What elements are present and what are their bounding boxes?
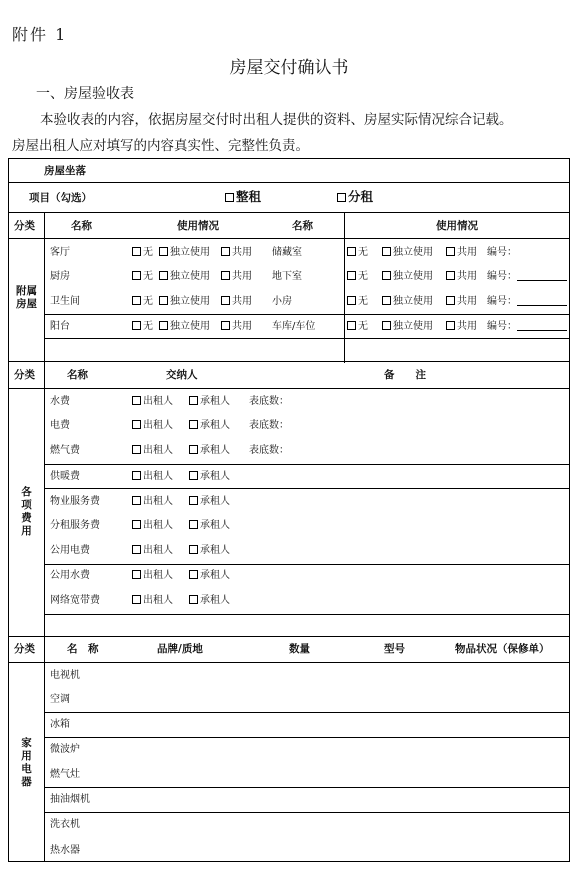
- room-shared-checkbox-label: 共用: [457, 296, 477, 307]
- payer-lessor-checkbox-label: 出租人: [143, 396, 173, 407]
- payer-lessor-checkbox[interactable]: [132, 595, 173, 607]
- room-usage-header: 使用情况: [177, 220, 219, 232]
- room-independent-checkbox[interactable]: [382, 296, 433, 308]
- room-number-blank: [517, 271, 567, 281]
- appliance-name: 抽油烟机: [50, 794, 90, 805]
- room-none-checkbox-label: 无: [143, 247, 153, 258]
- room-shared-checkbox-label: 共用: [232, 321, 252, 332]
- checkbox-icon: [446, 271, 455, 280]
- appliance-name: 空调: [50, 694, 70, 705]
- room-name: 阳台: [50, 321, 70, 332]
- payer-lessee-checkbox-label: 承租人: [200, 420, 230, 431]
- payer-lessee-checkbox[interactable]: [189, 545, 230, 557]
- room-shared-checkbox-label: 共用: [232, 271, 252, 282]
- checkbox-icon: [347, 321, 356, 330]
- room-none-checkbox-label: 无: [358, 296, 368, 307]
- room-shared-checkbox[interactable]: [221, 271, 252, 283]
- checkbox-icon: [132, 396, 141, 405]
- appliance-name: 洗衣机: [50, 819, 80, 830]
- row-divider: [44, 614, 569, 615]
- checkbox-icon: [132, 520, 141, 529]
- room-none-checkbox-label: 无: [143, 296, 153, 307]
- row-divider: [9, 361, 569, 362]
- room-none-checkbox[interactable]: [347, 247, 368, 259]
- room-name-header-right: 名称: [292, 220, 313, 232]
- checkbox-icon: [189, 570, 198, 579]
- row-divider: [9, 182, 569, 183]
- fee-name: 分租服务费: [50, 520, 100, 531]
- shared-rent-checkbox[interactable]: [337, 191, 373, 203]
- room-none-checkbox[interactable]: [347, 296, 368, 308]
- checkbox-icon: [132, 321, 141, 330]
- room-independent-checkbox[interactable]: [382, 271, 433, 283]
- checkbox-icon: [221, 247, 230, 256]
- document-title: 房屋交付确认书: [229, 58, 349, 78]
- payer-lessee-checkbox-label: 承租人: [200, 471, 230, 482]
- checkbox-icon: [159, 247, 168, 256]
- checkbox-icon: [189, 471, 198, 480]
- row-divider: [44, 488, 569, 489]
- appliance-name: 燃气灶: [50, 769, 80, 780]
- payer-lessor-checkbox[interactable]: [132, 496, 173, 508]
- fee-name: 供暖费: [50, 471, 80, 482]
- fee-note-header: 备 注: [384, 369, 426, 381]
- room-none-checkbox[interactable]: [132, 271, 153, 283]
- room-name: 客厅: [50, 247, 70, 258]
- payer-lessor-checkbox[interactable]: [132, 545, 173, 557]
- fee-name: 物业服务费: [50, 496, 100, 507]
- room-independent-checkbox-label: 独立使用: [393, 321, 433, 332]
- payer-lessee-checkbox[interactable]: [189, 396, 230, 408]
- room-independent-checkbox[interactable]: [159, 247, 210, 259]
- room-number-label: 编号：: [487, 247, 517, 258]
- room-usage-header-right: 使用情况: [436, 220, 478, 232]
- checkbox-icon: [347, 247, 356, 256]
- room-none-checkbox-label: 无: [143, 271, 153, 282]
- fee-payer-header: 交纳人: [166, 369, 198, 381]
- room-independent-checkbox-label: 独立使用: [393, 247, 433, 258]
- checkbox-icon: [189, 520, 198, 529]
- room-name: 厨房: [50, 271, 70, 282]
- section-heading: 一、房屋验收表: [36, 86, 134, 102]
- checkbox-icon: [347, 296, 356, 305]
- room-name-right: 储藏室: [272, 247, 302, 258]
- room-number-label: 编号：: [487, 271, 517, 282]
- app-model-header: 型号: [384, 643, 405, 655]
- acceptance-form-table: [8, 158, 570, 862]
- row-divider: [9, 636, 569, 637]
- checkbox-icon: [221, 296, 230, 305]
- checkbox-icon: [382, 271, 391, 280]
- checkbox-icon: [189, 396, 198, 405]
- room-name-header: 名称: [71, 220, 92, 232]
- checkbox-icon: [225, 193, 234, 202]
- payer-lessee-checkbox[interactable]: [189, 570, 230, 582]
- payer-lessee-checkbox-label: 承租人: [200, 545, 230, 556]
- appliance-category-label: 家用电器: [21, 737, 32, 788]
- row-divider: [44, 737, 569, 738]
- appliance-name: 冰箱: [50, 719, 70, 730]
- app-cat-header: 分类: [14, 643, 35, 655]
- app-condition-header: 物品状况（保修单）: [455, 643, 550, 655]
- payer-lessor-checkbox-label: 出租人: [143, 570, 173, 581]
- room-shared-checkbox-label: 共用: [457, 321, 477, 332]
- payer-lessor-checkbox-label: 出租人: [143, 471, 173, 482]
- room-none-checkbox-label: 无: [358, 321, 368, 332]
- payer-lessee-checkbox-label: 承租人: [200, 496, 230, 507]
- room-independent-checkbox-label: 独立使用: [393, 271, 433, 282]
- payer-lessee-checkbox[interactable]: [189, 420, 230, 432]
- payer-lessee-checkbox[interactable]: [189, 445, 230, 457]
- intro-paragraph-line2: 房屋出租人应对填写的内容真实性、完整性负责。: [12, 138, 309, 154]
- checkbox-icon: [189, 445, 198, 454]
- room-shared-checkbox[interactable]: [221, 247, 252, 259]
- room-number-field[interactable]: [487, 321, 567, 333]
- room-number-field[interactable]: [487, 296, 567, 308]
- checkbox-icon: [132, 496, 141, 505]
- checkbox-icon: [382, 321, 391, 330]
- payer-lessor-checkbox-label: 出租人: [143, 496, 173, 507]
- shared-rent-label: 分租: [348, 189, 374, 204]
- payer-lessor-checkbox-label: 出租人: [143, 445, 173, 456]
- fee-name: 网络宽带费: [50, 595, 100, 606]
- row-divider: [44, 564, 569, 565]
- room-name: 卫生间: [50, 296, 80, 307]
- row-divider: [9, 212, 569, 213]
- checkbox-icon: [132, 420, 141, 429]
- checkbox-icon: [446, 296, 455, 305]
- payer-lessee-checkbox[interactable]: [189, 595, 230, 607]
- checkbox-icon: [132, 296, 141, 305]
- room-number-field[interactable]: [487, 271, 567, 283]
- room-shared-checkbox-label: 共用: [232, 247, 252, 258]
- payer-lessor-checkbox-label: 出租人: [143, 420, 173, 431]
- checkbox-icon: [132, 247, 141, 256]
- checkbox-icon: [159, 321, 168, 330]
- payer-lessor-checkbox[interactable]: [132, 570, 173, 582]
- checkbox-icon: [132, 570, 141, 579]
- payer-lessee-checkbox-label: 承租人: [200, 520, 230, 531]
- fee-name: 电费: [50, 420, 70, 431]
- row-divider: [9, 238, 569, 239]
- row-divider: [9, 662, 569, 663]
- meter-reading-label: 表底数：: [249, 396, 289, 407]
- row-divider: [44, 338, 569, 339]
- checkbox-icon: [189, 420, 198, 429]
- fee-name-header: 名称: [67, 369, 88, 381]
- checkbox-icon: [221, 271, 230, 280]
- app-qty-header: 数量: [289, 643, 310, 655]
- row-divider: [44, 787, 569, 788]
- checkbox-icon: [189, 496, 198, 505]
- room-name-right: 小房: [272, 296, 292, 307]
- room-category-label: 附属房屋: [16, 285, 37, 310]
- room-shared-checkbox[interactable]: [446, 321, 477, 333]
- room-number-label: 编号：: [487, 296, 517, 307]
- payer-lessor-checkbox[interactable]: [132, 420, 173, 432]
- room-none-checkbox-label: 无: [143, 321, 153, 332]
- room-independent-checkbox[interactable]: [159, 271, 210, 283]
- checkbox-icon: [446, 247, 455, 256]
- row-divider: [44, 314, 569, 315]
- room-none-checkbox[interactable]: [132, 247, 153, 259]
- room-shared-checkbox-label: 共用: [232, 296, 252, 307]
- room-number-label: 编号：: [487, 321, 517, 332]
- room-none-checkbox[interactable]: [347, 321, 368, 333]
- payer-lessor-checkbox[interactable]: [132, 445, 173, 457]
- payer-lessor-checkbox-label: 出租人: [143, 520, 173, 531]
- payer-lessor-checkbox[interactable]: [132, 396, 173, 408]
- payer-lessee-checkbox[interactable]: [189, 496, 230, 508]
- row-divider: [44, 464, 569, 465]
- checkbox-icon: [159, 296, 168, 305]
- room-independent-checkbox[interactable]: [159, 296, 210, 308]
- checkbox-icon: [446, 321, 455, 330]
- appliance-name: 微波炉: [50, 744, 80, 755]
- appliance-name: 热水器: [50, 845, 80, 856]
- room-none-checkbox-label: 无: [358, 271, 368, 282]
- item-selection-label: 项目（勾选）: [29, 192, 92, 204]
- payer-lessor-checkbox-label: 出租人: [143, 545, 173, 556]
- payer-lessee-checkbox-label: 承租人: [200, 396, 230, 407]
- room-shared-checkbox-label: 共用: [457, 247, 477, 258]
- fee-cat-header: 分类: [14, 369, 35, 381]
- room-independent-checkbox-label: 独立使用: [170, 247, 210, 258]
- checkbox-icon: [132, 595, 141, 604]
- room-independent-checkbox[interactable]: [382, 321, 433, 333]
- room-number-blank: [517, 296, 567, 306]
- room-independent-checkbox-label: 独立使用: [170, 296, 210, 307]
- row-divider: [44, 712, 569, 713]
- payer-lessee-checkbox-label: 承租人: [200, 570, 230, 581]
- room-shared-checkbox[interactable]: [446, 247, 477, 259]
- checkbox-icon: [132, 471, 141, 480]
- room-independent-checkbox-label: 独立使用: [170, 321, 210, 332]
- room-shared-checkbox[interactable]: [446, 296, 477, 308]
- row-divider: [9, 388, 569, 389]
- payer-lessor-checkbox-label: 出租人: [143, 595, 173, 606]
- room-independent-checkbox[interactable]: [159, 321, 210, 333]
- checkbox-icon: [382, 247, 391, 256]
- checkbox-icon: [382, 296, 391, 305]
- category-column-divider: [44, 212, 45, 862]
- checkbox-icon: [189, 545, 198, 554]
- room-name-right: 地下室: [272, 271, 302, 282]
- room-shared-checkbox-label: 共用: [457, 271, 477, 282]
- room-number-blank: [517, 321, 567, 331]
- whole-rent-label: 整租: [236, 189, 262, 204]
- meter-reading-label: 表底数：: [249, 420, 289, 431]
- checkbox-icon: [189, 595, 198, 604]
- payer-lessor-checkbox[interactable]: [132, 520, 173, 532]
- room-none-checkbox[interactable]: [132, 296, 153, 308]
- checkbox-icon: [132, 271, 141, 280]
- app-name-header: 名 称: [67, 643, 99, 655]
- checkbox-icon: [132, 445, 141, 454]
- room-shared-checkbox[interactable]: [221, 321, 252, 333]
- payer-lessee-checkbox[interactable]: [189, 471, 230, 483]
- whole-rent-checkbox[interactable]: [225, 191, 261, 203]
- row-divider: [44, 812, 569, 813]
- room-name-right: 车库/车位: [272, 321, 316, 332]
- payer-lessee-checkbox-label: 承租人: [200, 445, 230, 456]
- room-independent-checkbox[interactable]: [382, 247, 433, 259]
- fee-name: 公用电费: [50, 545, 90, 556]
- app-brand-header: 品牌/质地: [157, 643, 203, 655]
- room-column-divider: [344, 212, 345, 363]
- payer-lessor-checkbox[interactable]: [132, 471, 173, 483]
- room-number-field[interactable]: [487, 247, 517, 259]
- checkbox-icon: [221, 321, 230, 330]
- room-cat-header: 分类: [14, 220, 35, 232]
- checkbox-icon: [132, 545, 141, 554]
- room-none-checkbox-label: 无: [358, 247, 368, 258]
- fee-category-label: 各项费用: [21, 486, 32, 537]
- checkbox-icon: [337, 193, 346, 202]
- room-shared-checkbox[interactable]: [446, 271, 477, 283]
- checkbox-icon: [347, 271, 356, 280]
- room-none-checkbox[interactable]: [347, 271, 368, 283]
- fee-name: 水费: [50, 396, 70, 407]
- meter-reading-label: 表底数：: [249, 445, 289, 456]
- room-none-checkbox[interactable]: [132, 321, 153, 333]
- room-independent-checkbox-label: 独立使用: [170, 271, 210, 282]
- payer-lessee-checkbox[interactable]: [189, 520, 230, 532]
- checkbox-icon: [159, 271, 168, 280]
- payer-lessee-checkbox-label: 承租人: [200, 595, 230, 606]
- appliance-name: 电视机: [50, 670, 80, 681]
- fee-name: 公用水费: [50, 570, 90, 581]
- attachment-label: 附件 1: [12, 25, 68, 44]
- intro-paragraph-line1: 本验收表的内容，依据房屋交付时出租人提供的资料、房屋实际情况综合记载。: [40, 112, 513, 128]
- fee-name: 燃气费: [50, 445, 80, 456]
- room-shared-checkbox[interactable]: [221, 296, 252, 308]
- location-label: 房屋坐落: [44, 165, 86, 177]
- room-independent-checkbox-label: 独立使用: [393, 296, 433, 307]
